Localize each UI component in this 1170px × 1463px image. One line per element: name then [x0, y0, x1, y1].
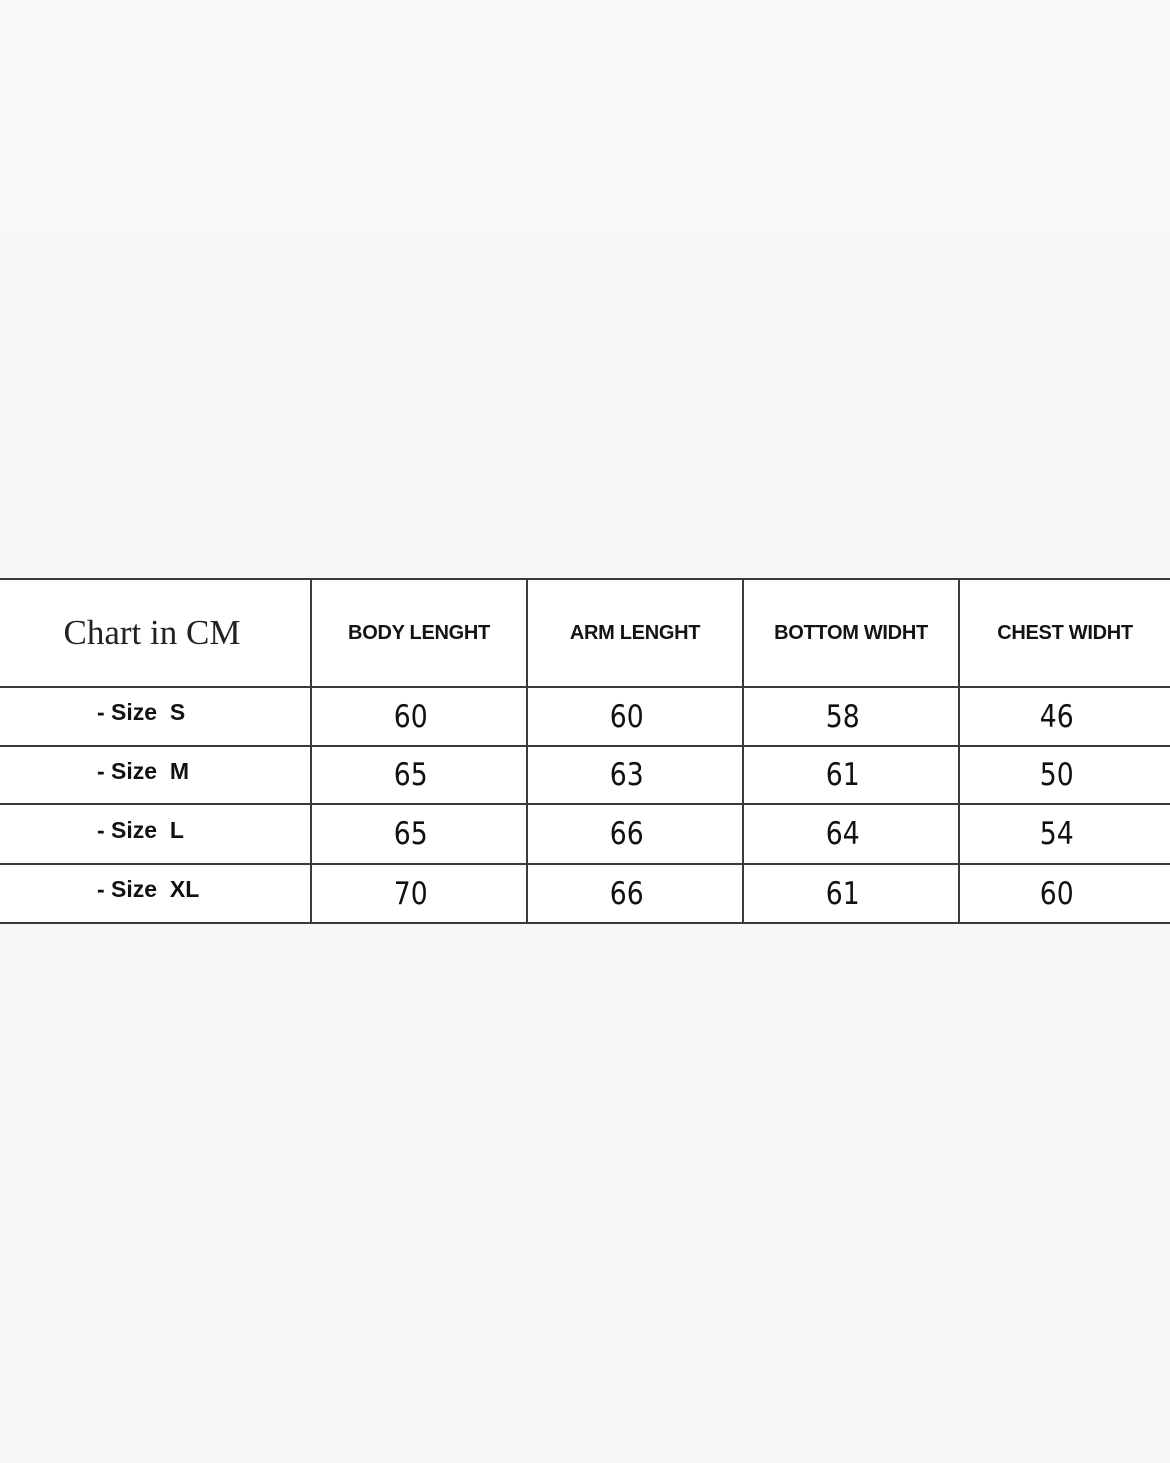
bottom-width-value: 58: [743, 687, 959, 746]
table-row-size-s: [0, 687, 1170, 746]
body-length-value: 65: [311, 804, 527, 864]
header-body-length: BODY LENGHT: [311, 579, 527, 687]
arm-length-value: 66: [527, 864, 743, 923]
size-chart-table: [0, 578, 1170, 924]
bottom-width-value: 64: [743, 804, 959, 864]
table-row-size-m: [0, 746, 1170, 804]
size-label: - Size S: [0, 687, 311, 746]
bottom-width-value: 61: [743, 746, 959, 804]
bottom-width-value: 61: [743, 864, 959, 923]
arm-length-value: 63: [527, 746, 743, 804]
header-bottom-width: BOTTOM WIDHT: [743, 579, 959, 687]
chest-width-value: 54: [959, 804, 1170, 864]
arm-length-value: 60: [527, 687, 743, 746]
table-row-size-l: [0, 804, 1170, 864]
header-arm-length: ARM LENGHT: [527, 579, 743, 687]
body-length-value: 60: [311, 687, 527, 746]
background-band: [0, 0, 1170, 230]
body-length-value: 70: [311, 864, 527, 923]
chest-width-value: 60: [959, 864, 1170, 923]
header-chest-width: CHEST WIDHT: [959, 579, 1170, 687]
size-label: - Size L: [0, 804, 311, 864]
arm-length-value: 66: [527, 804, 743, 864]
body-length-value: 65: [311, 746, 527, 804]
size-label: - Size M: [0, 746, 311, 804]
size-label: - Size XL: [0, 864, 311, 923]
chart-title: Chart in CM: [0, 579, 311, 687]
chest-width-value: 50: [959, 746, 1170, 804]
chest-width-value: 46: [959, 687, 1170, 746]
header-row: [0, 579, 1170, 687]
table-row-size-xl: [0, 864, 1170, 923]
